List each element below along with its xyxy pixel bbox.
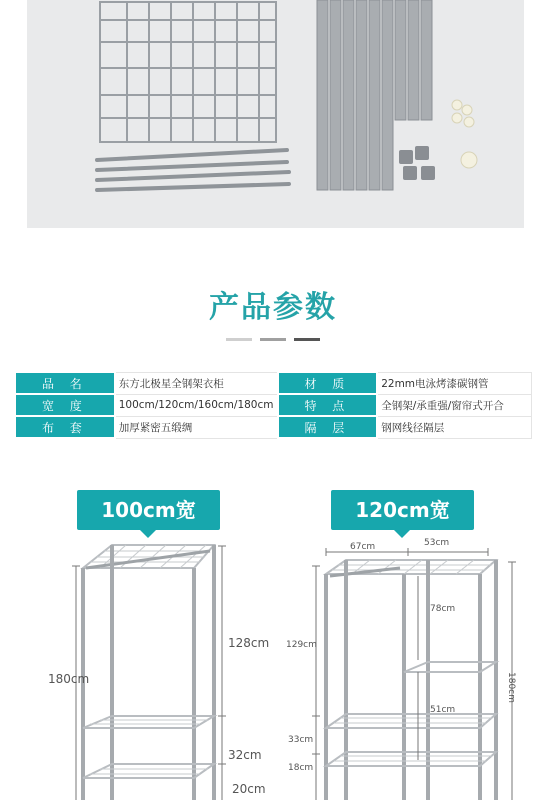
- right-width-left-label: 67cm: [350, 542, 376, 552]
- spec-label: 品 名: [15, 372, 115, 394]
- left-size-banner: 100cm宽: [77, 490, 220, 530]
- spec-value: 100cm/120cm/160cm/180cm: [115, 394, 278, 416]
- left-wardrobe-frame: [72, 545, 226, 800]
- spec-label: 隔 层: [278, 416, 378, 438]
- spec-table: [14, 371, 532, 439]
- left-middle-label: 32cm: [228, 748, 262, 762]
- left-height-label: 180cm: [48, 672, 90, 686]
- left-upper-label: 128cm: [228, 636, 270, 650]
- spec-value: 加厚紧密五缎绸: [115, 416, 278, 438]
- spec-value: 全钢架/承重强/窗帘式开合: [377, 394, 531, 416]
- right-width-right-label: 53cm: [424, 538, 450, 548]
- title-underline-3: [294, 338, 320, 341]
- spec-row: [15, 372, 532, 394]
- spec-value: 22mm电泳烤漆碳钢管: [377, 372, 531, 394]
- right-shelf-mid-label: 78cm: [430, 604, 456, 614]
- left-lower-label: 20cm: [232, 782, 266, 796]
- spec-label: 布 套: [15, 416, 115, 438]
- right-upper-left-label: 129cm: [286, 640, 317, 650]
- title-underline-2: [260, 338, 286, 341]
- parts-illustration: [27, 0, 524, 228]
- spec-value: 钢网线径隔层: [377, 416, 531, 438]
- right-wardrobe-frame: [312, 548, 516, 800]
- spec-value: 东方北极星全钢架衣柜: [115, 372, 278, 394]
- spec-row: [15, 394, 532, 416]
- right-banner-notch: [394, 530, 410, 538]
- spec-label: 特 点: [278, 394, 378, 416]
- title-underline-1: [226, 338, 252, 341]
- right-lower1-label: 33cm: [288, 735, 314, 745]
- right-lower2-label: 18cm: [288, 763, 314, 773]
- right-total-label: 180cm: [506, 672, 516, 703]
- product-parts-photo: [27, 0, 524, 228]
- right-shelf-low-label: 51cm: [430, 705, 456, 715]
- spec-row: [15, 416, 532, 438]
- spec-label: 宽 度: [15, 394, 115, 416]
- section-title: 产品参数: [209, 290, 337, 325]
- spec-label: 材 质: [278, 372, 378, 394]
- right-size-banner: 120cm宽: [331, 490, 474, 530]
- left-banner-notch: [140, 530, 156, 538]
